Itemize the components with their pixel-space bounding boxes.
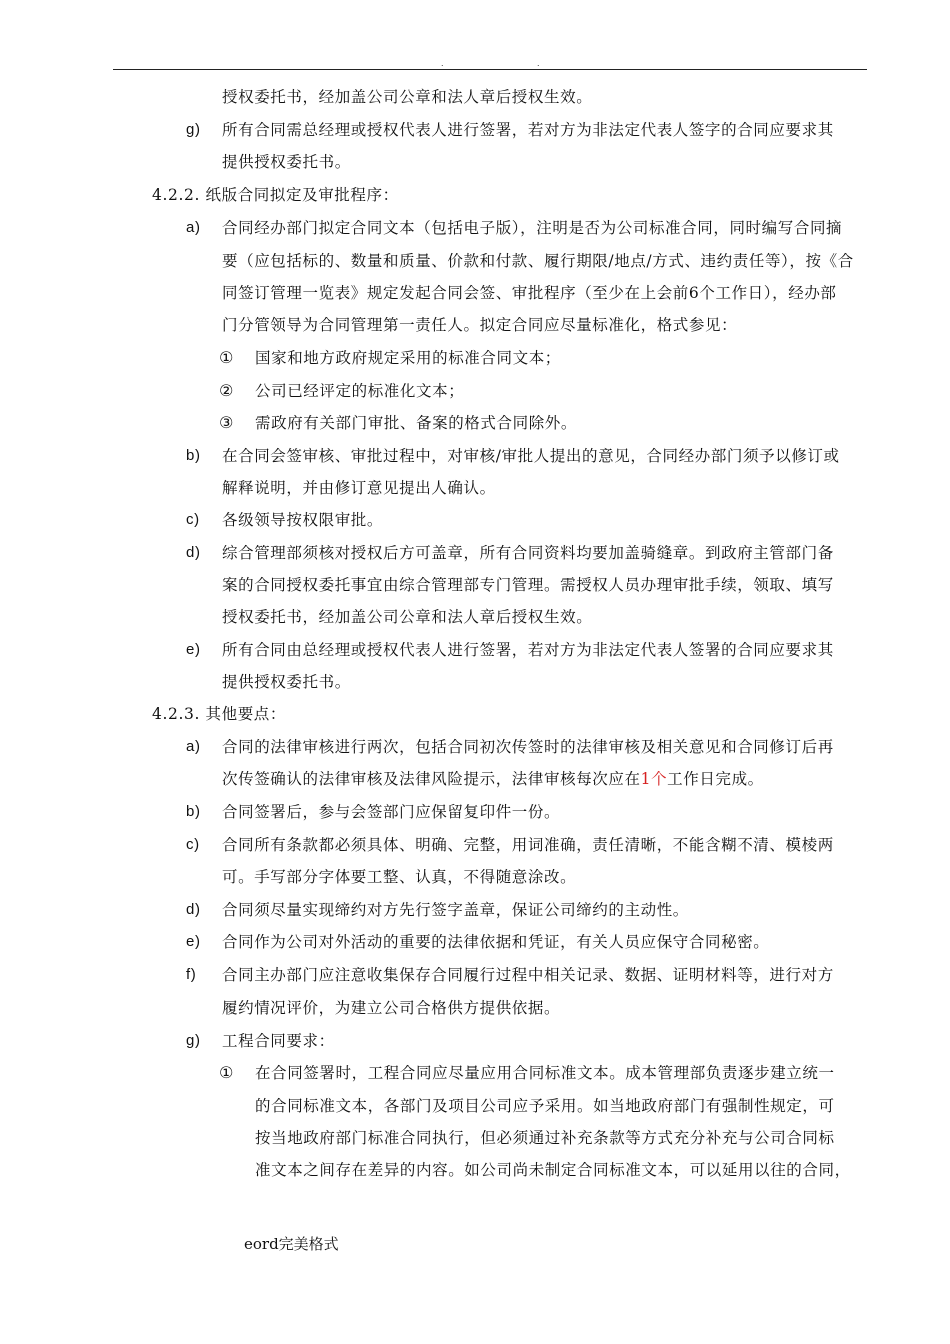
list-item-text: 授权委托书，经加盖公司公章和法人章后授权生效。 (222, 88, 593, 106)
list-marker: d) (186, 544, 201, 561)
text-segment: 工作日完成。 (667, 770, 764, 788)
list-item-text: 合同所有条款都必须具体、明确、完整，用词准确，责任清晰，不能含糊不清、模棱两 (222, 836, 834, 854)
list-item-text: 在合同会签审核、审批过程中，对审核/审批人提出的意见，合同经办部门须予以修订或 (222, 447, 840, 465)
section-heading: 4.2.2. 纸版合同拟定及审批程序： (152, 186, 399, 204)
section-heading: 4.2.3. 其他要点： (152, 705, 286, 723)
list-marker: b) (186, 803, 201, 820)
list-item-text: 的合同标准文本，各部门及项目公司应予采用。如当地政府部门有强制性规定，可 (255, 1097, 835, 1115)
list-item-text: 门分管领导为合同管理第一责任人。拟定合同应尽量标准化，格式参见： (222, 316, 738, 334)
text-line (0, 963, 950, 987)
list-item-text: 合同作为公司对外活动的重要的法律依据和凭证，有关人员应保守合同秘密。 (222, 933, 770, 951)
list-marker: g) (186, 1032, 201, 1049)
highlighted-value: 1个 (640, 770, 668, 788)
list-marker: e) (186, 933, 201, 950)
text-segment: 次传签确认的法律审核及法律风险提示，法律审核每次应在 (222, 770, 641, 788)
list-item-text (222, 767, 764, 791)
page-footer: eord完美格式 (244, 1235, 339, 1253)
text-line (0, 216, 950, 240)
list-marker: a) (186, 738, 201, 755)
text-line (0, 118, 950, 142)
text-line (0, 833, 950, 857)
text-line (0, 1158, 950, 1182)
list-marker: b) (186, 447, 201, 464)
text-line (0, 767, 950, 791)
header-dot-right: . (537, 58, 540, 68)
list-marker: c) (186, 511, 200, 528)
list-item-text: 提供授权委托书。 (222, 153, 351, 171)
text-line (0, 898, 950, 922)
list-marker: ③ (219, 413, 234, 432)
list-item-text: 公司已经评定的标准化文本； (255, 382, 465, 400)
text-line (0, 150, 950, 174)
text-line (0, 930, 950, 954)
list-item-text: 所有合同需总经理或授权代表人进行签署，若对方为非法定代表人签字的合同应要求其 (222, 121, 834, 139)
header-dot-left: . (441, 58, 444, 68)
list-marker: ① (219, 348, 234, 367)
list-item-text: 按当地政府部门标准合同执行，但必须通过补充条款等方式充分补充与公司合同标 (255, 1129, 835, 1147)
list-item-text: 准文本之间存在差异的内容。如公司尚未制定合同标准文本，可以延用以往的合同， (255, 1161, 851, 1179)
list-item-text: 工程合同要求： (222, 1032, 335, 1050)
text-line (0, 346, 950, 370)
list-item-text: 合同签署后，参与会签部门应保留复印件一份。 (222, 803, 561, 821)
text-line (0, 1029, 950, 1053)
list-item-text: 解释说明，并由修订意见提出人确认。 (222, 479, 496, 497)
text-line (0, 183, 950, 207)
text-line (0, 996, 950, 1020)
list-item-text: 履约情况评价，为建立公司合格供方提供依据。 (222, 999, 561, 1017)
list-marker: c) (186, 836, 200, 853)
text-line (0, 1126, 950, 1150)
list-item-text: 合同主办部门应注意收集保存合同履行过程中相关记录、数据、证明材料等，进行对方 (222, 966, 834, 984)
text-line (0, 670, 950, 694)
text-line (0, 1094, 950, 1118)
list-marker: g) (186, 121, 201, 138)
text-line (0, 508, 950, 532)
text-line (0, 605, 950, 629)
list-marker: ② (219, 381, 234, 400)
header-rule (113, 69, 867, 70)
list-item-text: 合同须尽量实现缔约对方先行签字盖章，保证公司缔约的主动性。 (222, 901, 689, 919)
list-item-text: 各级领导按权限审批。 (222, 511, 384, 529)
list-item-text: 要（应包括标的、数量和质量、价款和付款、履行期限/地点/方式、违约责任等），按《合 (222, 252, 854, 270)
text-line (0, 249, 950, 273)
list-item-text: 所有合同由总经理或授权代表人进行签署，若对方为非法定代表人签署的合同应要求其 (222, 641, 834, 659)
list-item-text: 合同的法律审核进行两次，包括合同初次传签时的法律审核及相关意见和合同修订后再 (222, 738, 834, 756)
list-item-text: 国家和地方政府规定采用的标准合同文本； (255, 349, 561, 367)
text-line (0, 281, 950, 305)
text-line (0, 444, 950, 468)
text-line (0, 865, 950, 889)
text-line (0, 800, 950, 824)
text-line (0, 638, 950, 662)
text-line (0, 379, 950, 403)
list-marker: d) (186, 901, 201, 918)
text-line (0, 476, 950, 500)
list-item-text: 案的合同授权委托事宜由综合管理部专门管理。需授权人员办理审批手续，领取、填写 (222, 576, 834, 594)
text-line (0, 702, 950, 726)
text-line (0, 541, 950, 565)
text-line (0, 411, 950, 435)
list-marker: a) (186, 219, 201, 236)
text-line (0, 735, 950, 759)
list-item-text: 可。手写部分字体要工整、认真，不得随意涂改。 (222, 868, 577, 886)
list-marker: e) (186, 641, 201, 658)
list-item-text: 提供授权委托书。 (222, 673, 351, 691)
list-marker: ① (219, 1063, 234, 1082)
text-line (0, 313, 950, 337)
list-item-text: 在合同签署时，工程合同应尽量应用合同标准文本。成本管理部负责逐步建立统一 (255, 1064, 835, 1082)
text-line (0, 1061, 950, 1085)
text-line (0, 573, 950, 597)
list-item-text: 需政府有关部门审批、备案的格式合同除外。 (255, 414, 578, 432)
list-item-text: 同签订管理一览表》规定发起合同会签、审批程序（至少在上会前6个工作日），经办部 (222, 284, 837, 302)
list-item-text: 合同经办部门拟定合同文本（包括电子版），注明是否为公司标准合同，同时编写合同摘 (222, 219, 843, 237)
text-line (0, 85, 950, 109)
list-item-text: 授权委托书，经加盖公司公章和法人章后授权生效。 (222, 608, 593, 626)
list-marker: f) (186, 966, 197, 983)
list-item-text: 综合管理部须核对授权后方可盖章，所有合同资料均要加盖骑缝章。到政府主管部门备 (222, 544, 834, 562)
